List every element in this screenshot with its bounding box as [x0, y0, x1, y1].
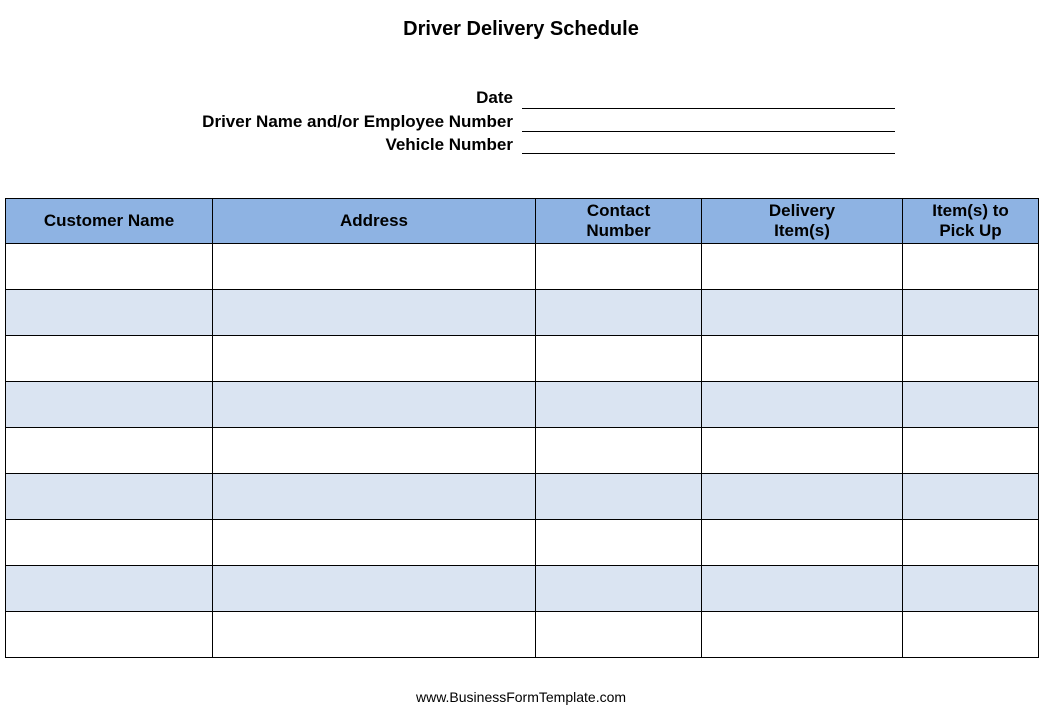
page-title: Driver Delivery Schedule: [403, 18, 639, 40]
table-cell[interactable]: [903, 382, 1039, 428]
table-cell[interactable]: [702, 382, 903, 428]
table-cell[interactable]: [6, 612, 213, 658]
table-cell[interactable]: [536, 520, 702, 566]
table-row: [6, 474, 1039, 520]
table-cell[interactable]: [6, 336, 213, 382]
table-cell[interactable]: [213, 244, 536, 290]
table-row: [6, 520, 1039, 566]
column-header-line: Pick Up: [939, 221, 1002, 240]
table-cell[interactable]: [702, 336, 903, 382]
table-cell[interactable]: [536, 244, 702, 290]
table-cell[interactable]: [536, 382, 702, 428]
column-header-line: Delivery: [768, 201, 836, 220]
driver-name-field[interactable]: [522, 131, 895, 132]
column-header-customer-name: [6, 199, 213, 244]
table-cell[interactable]: [213, 612, 536, 658]
table-row: [6, 336, 1039, 382]
column-header-delivery-items: [702, 199, 903, 244]
delivery-schedule-table: [5, 198, 1039, 658]
table-cell[interactable]: [536, 428, 702, 474]
vehicle-number-field[interactable]: [522, 153, 895, 154]
column-header-line: Contact: [586, 201, 651, 220]
vehicle-number-label: Vehicle Number: [385, 135, 513, 154]
driver-name-label: Driver Name and/or Employee Number: [202, 112, 513, 131]
table-row: [6, 566, 1039, 612]
table-cell[interactable]: [536, 566, 702, 612]
table-cell[interactable]: [903, 566, 1039, 612]
table-cell[interactable]: [213, 336, 536, 382]
table-row: [6, 428, 1039, 474]
table-cell[interactable]: [702, 428, 903, 474]
table-row: [6, 244, 1039, 290]
table-cell[interactable]: [213, 474, 536, 520]
table-cell[interactable]: [702, 566, 903, 612]
table-row: [6, 382, 1039, 428]
column-header-line: Number: [586, 221, 651, 240]
table-cell[interactable]: [903, 244, 1039, 290]
table-cell[interactable]: [536, 336, 702, 382]
table-cell[interactable]: [6, 428, 213, 474]
column-header-items-to-pick-up: [903, 199, 1039, 244]
table-cell[interactable]: [702, 290, 903, 336]
column-header-line: Customer Name: [43, 211, 175, 230]
table-cell[interactable]: [702, 520, 903, 566]
table-cell[interactable]: [6, 566, 213, 612]
table-cell[interactable]: [903, 520, 1039, 566]
table-cell[interactable]: [702, 474, 903, 520]
table-cell[interactable]: [536, 474, 702, 520]
table-cell[interactable]: [6, 244, 213, 290]
table-cell[interactable]: [702, 612, 903, 658]
table-cell[interactable]: [903, 612, 1039, 658]
date-field[interactable]: [522, 108, 895, 109]
table-row: [6, 290, 1039, 336]
footer-website: www.BusinessFormTemplate.com: [415, 689, 627, 705]
column-header-address: [213, 199, 536, 244]
table-cell[interactable]: [6, 520, 213, 566]
table-cell[interactable]: [213, 566, 536, 612]
table-cell[interactable]: [213, 428, 536, 474]
table-cell[interactable]: [6, 290, 213, 336]
date-label: Date: [476, 88, 513, 107]
table-cell[interactable]: [903, 290, 1039, 336]
table-cell[interactable]: [536, 612, 702, 658]
column-header-line: Address: [339, 211, 409, 230]
column-header-line: Item(s): [774, 221, 830, 240]
table-header-row: [6, 199, 1039, 244]
table-cell[interactable]: [903, 474, 1039, 520]
table-cell[interactable]: [6, 382, 213, 428]
column-header-contact-number: [536, 199, 702, 244]
table-cell[interactable]: [702, 244, 903, 290]
table-cell[interactable]: [536, 290, 702, 336]
table-cell[interactable]: [213, 290, 536, 336]
table-cell[interactable]: [903, 336, 1039, 382]
table-cell[interactable]: [6, 474, 213, 520]
table-cell[interactable]: [903, 428, 1039, 474]
column-header-line: Item(s) to: [932, 201, 1009, 220]
table-row: [6, 612, 1039, 658]
table-cell[interactable]: [213, 520, 536, 566]
table-cell[interactable]: [213, 382, 536, 428]
